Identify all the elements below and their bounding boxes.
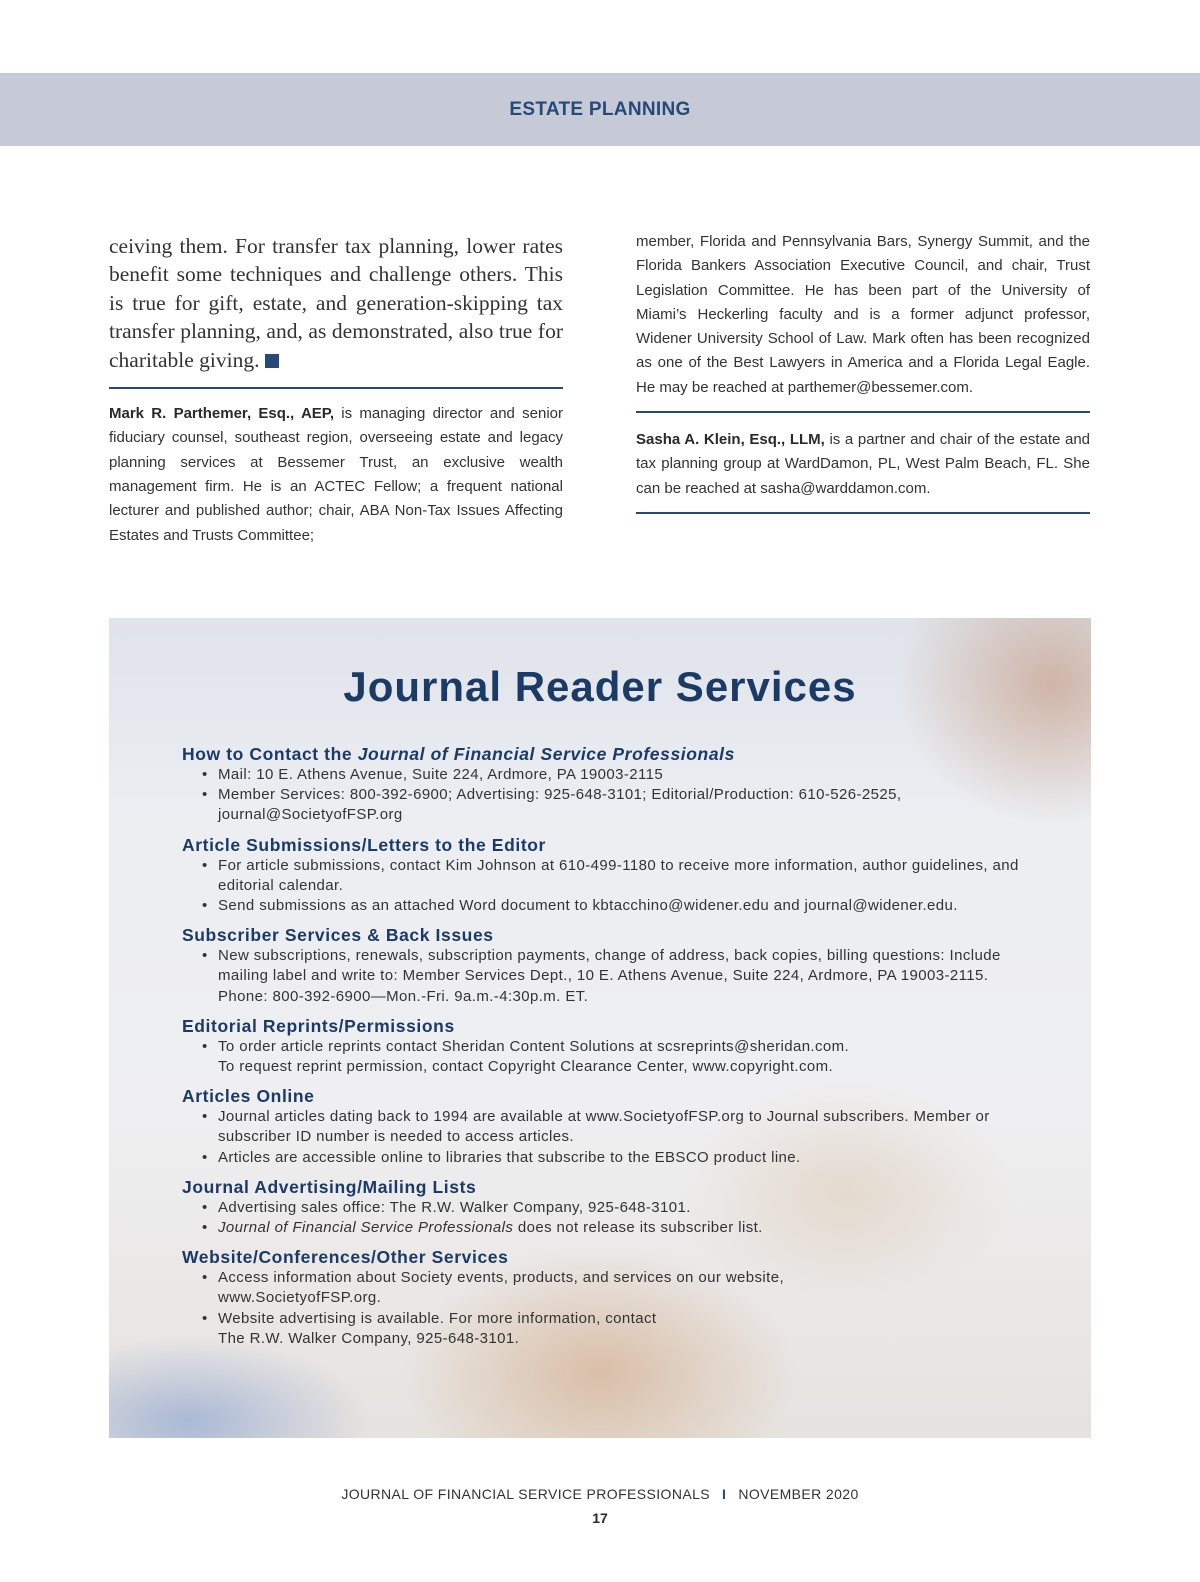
reader-services-panel — [109, 618, 1091, 1438]
rs-list-item-text: Access information about Society events, products, and services on our website, — [218, 1269, 785, 1287]
rs-list-item: • Articles are accessible online to libraries that subscribe to the EBSCO product line. — [202, 1148, 1042, 1168]
page-footer — [0, 1486, 1200, 1502]
rs-heading: Website/Conferences/Other Services — [182, 1247, 509, 1268]
author-bio-text: is managing director and senior fiduciary counsel, southeast region, overseeing estate and legacy planning services at Bessemer Trust, an exclusive wealth management firm. He is an ACTEC Fellow; a frequent national lecturer and published author; chair, ABA Non-Tax Issues Affecting Estates and Trusts Committee; — [109, 405, 564, 544]
article-body-text: ceiving them. For transfer tax planning, lower rates benefit some techniques and challenge others. This is true for gift, estate, and generation-skipping tax transfer planning, and, as demonstrated, also true for charitable giving. — [109, 234, 563, 372]
rs-list — [182, 1037, 1042, 1077]
rs-list-item — [202, 1309, 1042, 1349]
divider-rule — [109, 387, 563, 389]
right-column — [636, 230, 1090, 514]
rs-list — [182, 1107, 1042, 1168]
rs-list-item: • For article submissions, contact Kim Johnson at 610-499-1180 to receive more information, author guidelines, and editorial calendar. — [202, 856, 1042, 896]
rs-list-item-text: Website advertising is available. For more information, contact — [218, 1309, 657, 1327]
author-bio-parthemer — [109, 402, 563, 548]
rs-section-submissions — [182, 834, 1042, 917]
rs-heading-journal-name: Journal of Financial Service Professionals — [357, 744, 735, 764]
rs-list-item: • Mail: 10 E. Athens Avenue, Suite 224, Ardmore, PA 19003-2115 — [202, 765, 1042, 785]
rs-list-item: • Send submissions as an attached Word document to kbtacchino@widener.edu and journal@widener.edu. — [202, 896, 1042, 916]
rs-list-item: • Member Services: 800-392-6900; Advertising: 925-648-3101; Editorial/Production: 610-526-2525, journal@SocietyofFSP.org — [202, 785, 1042, 825]
reader-services-title: Journal Reader Services — [343, 663, 857, 710]
rs-section-subscriber-services — [182, 924, 1042, 1007]
rs-list-item: • Advertising sales office: The R.W. Walker Company, 925-648-3101. — [202, 1198, 1042, 1218]
rs-list — [182, 946, 1042, 1007]
article-body-paragraph — [109, 232, 563, 374]
rs-list-item — [202, 1037, 1042, 1077]
rs-list-item — [202, 1218, 1042, 1238]
rs-heading: Journal Advertising/Mailing Lists — [182, 1176, 477, 1197]
rs-list-item: • New subscriptions, renewals, subscription payments, change of address, back copies, billing questions: Include mailing label and write to: Member Services Dept., 10 E. Athens Avenue, Suite 224, Ardmore, PA 19003-2115. Phone: 800-392-6900—Mon.-Fri. 9a.m.-4:30p.m. ET. — [202, 946, 1042, 1007]
rs-section-website — [182, 1246, 1042, 1349]
rs-heading-text: How to Contact the — [182, 744, 358, 764]
divider-rule — [636, 411, 1090, 413]
rs-heading: Articles Online — [182, 1086, 315, 1107]
page-number: 17 — [592, 1510, 608, 1526]
rs-list-item-text: To order article reprints contact Sheridan Content Solutions at scsreprints@sheridan.com. — [218, 1037, 850, 1055]
rs-list — [182, 765, 1042, 826]
rs-section-articles-online — [182, 1085, 1042, 1168]
rs-heading: Article Submissions/Letters to the Editor — [182, 834, 546, 855]
rs-list-item: • Journal articles dating back to 1994 are available at www.SocietyofFSP.org to Journal subscribers. Member or subscriber ID number is needed to access articles. — [202, 1107, 1042, 1147]
footer-date: NOVEMBER 2020 — [738, 1486, 859, 1502]
rs-list — [182, 1198, 1042, 1238]
divider-rule — [636, 512, 1090, 514]
rs-section-reprints — [182, 1015, 1042, 1077]
author-bio-text: is a partner and chair of the estate and tax planning group at WardDamon, PL, West Palm Beach, FL. She can be reached at sasha@warddamon.com. — [636, 431, 1091, 497]
rs-heading — [182, 743, 1042, 765]
rs-list-item-text: To request reprint permission, contact Copyright Clearance Center, www.copyright.com. — [218, 1058, 834, 1076]
rs-section-contact — [182, 743, 1042, 826]
author-name: Mark R. Parthemer, Esq., AEP, — [109, 405, 335, 423]
rs-list — [182, 856, 1042, 917]
rs-list-item-text: The R.W. Walker Company, 925-648-3101. — [218, 1329, 520, 1347]
author-bio-klein — [636, 428, 1090, 501]
section-title: ESTATE PLANNING — [509, 98, 691, 120]
rs-list — [182, 1268, 1042, 1349]
rs-list-item — [202, 1268, 1042, 1308]
footer-separator: I — [722, 1486, 727, 1502]
journal-name: Journal of Financial Service Professionals — [218, 1219, 514, 1237]
rs-list-item-text: does not release its subscriber list. — [513, 1219, 763, 1237]
reader-services-body — [182, 743, 1042, 1357]
author-bio-parthemer-continued: member, Florida and Pennsylvania Bars, Synergy Summit, and the Florida Bankers Association Executive Council, and chair, Trust Legislation Committee. He has been part of the University of Miami’s Heckerling faculty and is a former adjunct professor, Widener University School of Law. Mark often has been recognized as one of the Best Lawyers in America and a Florida Legal Eagle. He may be reached at parthemer@bessemer.com. — [636, 233, 1090, 396]
end-of-article-mark-icon — [265, 354, 279, 368]
rs-section-advertising — [182, 1176, 1042, 1238]
rs-heading: Subscriber Services & Back Issues — [182, 925, 494, 946]
author-name: Sasha A. Klein, Esq., LLM, — [636, 431, 825, 449]
rs-list-item-text: www.SocietyofFSP.org. — [218, 1289, 382, 1307]
section-header-band — [0, 73, 1200, 146]
left-column — [109, 232, 563, 548]
rs-heading: Editorial Reprints/Permissions — [182, 1015, 455, 1036]
footer-journal-name: JOURNAL OF FINANCIAL SERVICE PROFESSIONALS — [341, 1486, 711, 1502]
